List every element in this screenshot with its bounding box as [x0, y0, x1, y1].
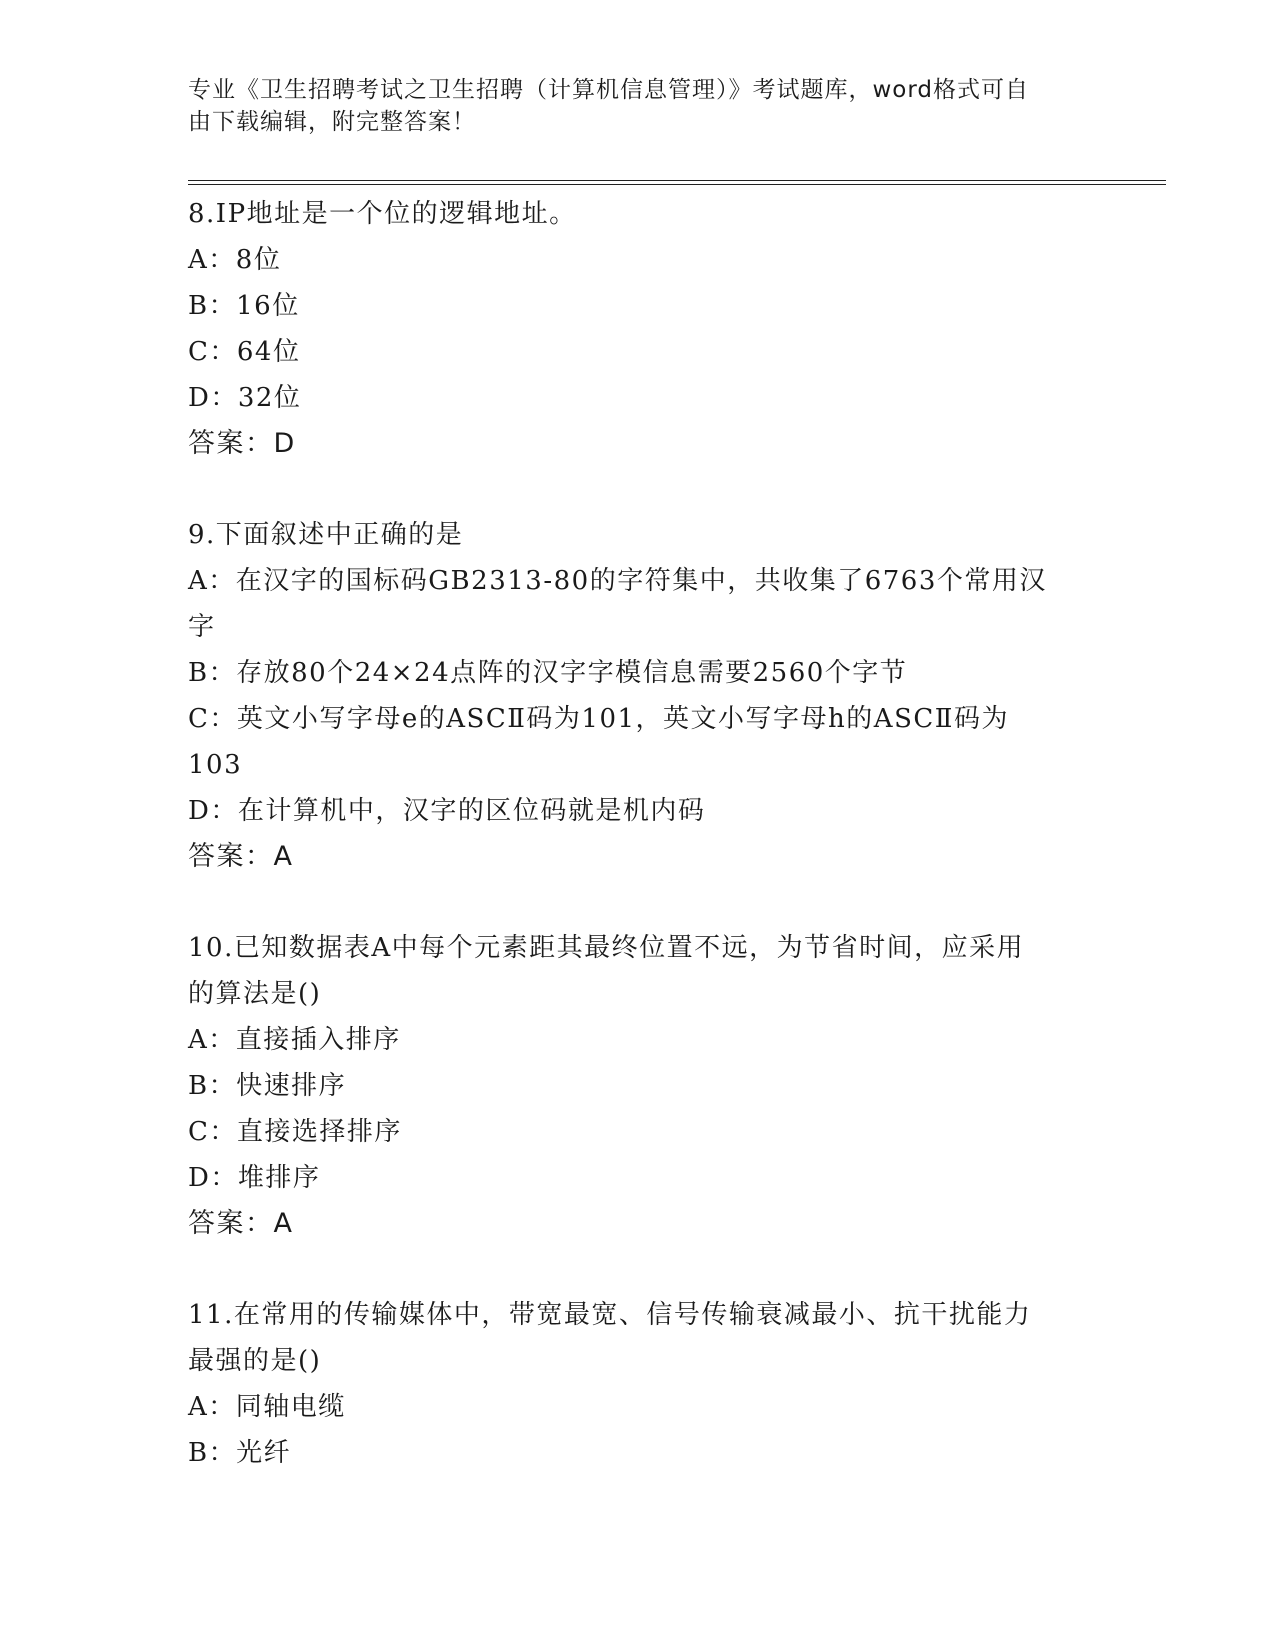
question-stem: 9.下面叙述中正确的是 [188, 520, 464, 550]
answer-option: C：64位 [188, 337, 301, 367]
answer-option: A：在汉字的国标码GB2313-80的字符集中，共收集了6763个常用汉 [188, 566, 1047, 596]
answer-key: 答案：A [188, 1208, 294, 1239]
question-block [188, 512, 1088, 880]
answer-option: C：英文小写字母e的ASCⅡ码为101，英文小写字母h的ASCⅡ码为 [188, 704, 1009, 734]
answer-option: A：同轴电缆 [188, 1392, 346, 1422]
question-spacer [188, 1247, 1088, 1292]
header-line: 由下载编辑，附完整答案！ [188, 109, 476, 135]
answer-option: C：直接选择排序 [188, 1117, 402, 1147]
answer-option: B：16位 [188, 291, 300, 321]
answer-option: D：32位 [188, 383, 302, 413]
question-spacer [188, 467, 1088, 512]
header-line: 专业《卫生招聘考试之卫生招聘（计算机信息管理）》考试题库，word格式可自 [188, 77, 1030, 103]
answer-option: B：快速排序 [188, 1071, 347, 1101]
question-block [188, 925, 1088, 1247]
answer-key: 答案：D [188, 428, 296, 459]
answer-option: A：8位 [188, 245, 282, 275]
question-stem: 的算法是() [188, 979, 322, 1009]
question-block [188, 191, 1088, 467]
answer-option: B：光纤 [188, 1438, 292, 1468]
question-block [188, 1292, 1088, 1476]
question-stem: 8.IP地址是一个位的逻辑地址。 [188, 199, 577, 229]
answer-option: A：直接插入排序 [188, 1025, 401, 1055]
question-stem: 10.已知数据表A中每个元素距其最终位置不远，为节省时间，应采用 [188, 933, 1025, 963]
question-spacer [188, 880, 1088, 925]
question-stem: 最强的是() [188, 1346, 322, 1376]
answer-option: 字 [188, 612, 216, 642]
document-header [188, 74, 1068, 138]
header-divider [188, 180, 1166, 181]
question-stem: 11.在常用的传输媒体中，带宽最宽、信号传输衰减最小、抗干扰能力 [188, 1300, 1032, 1330]
answer-option: D：在计算机中，汉字的区位码就是机内码 [188, 796, 706, 826]
answer-option: 103 [188, 750, 243, 780]
answer-option: D：堆排序 [188, 1163, 321, 1193]
answer-option: B：存放80个24×24点阵的汉字字模信息需要2560个字节 [188, 658, 908, 688]
answer-key: 答案：A [188, 841, 294, 872]
header-divider [188, 184, 1166, 185]
question-list [188, 191, 1088, 1476]
